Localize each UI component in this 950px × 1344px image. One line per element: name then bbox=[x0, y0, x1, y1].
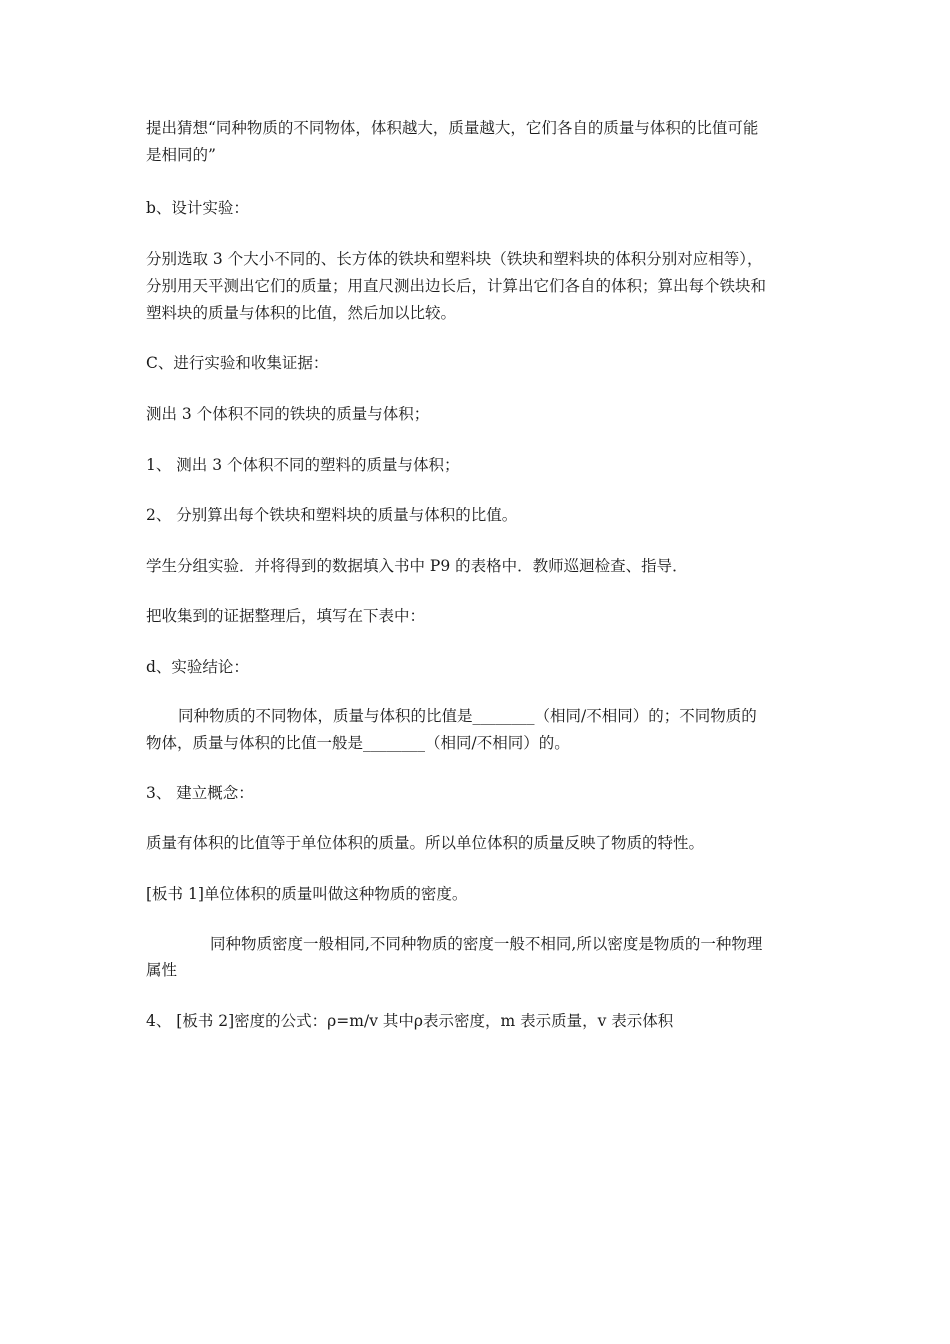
section-b-heading: b、设计实验： bbox=[146, 199, 249, 217]
board-note-1: [板书 1]单位体积的质量叫做这种物质的密度。 bbox=[146, 885, 468, 903]
density-formula-line: 4、 [板书 2]密度的公式：ρ=m/v 其中ρ表示密度，m 表示质量，v 表示体积 bbox=[146, 1012, 674, 1030]
step-3-concept: 3、 建立概念： bbox=[146, 784, 254, 802]
design-line-3: 塑料块的质量与体积的比值，然后加以比较。 bbox=[146, 304, 457, 322]
hypothesis-line-1: 提出猜想“同种物质的不同物体，体积越大，质量越大，它们各自的质量与体积的比值可能 bbox=[146, 119, 759, 137]
design-line-1: 分别选取 3 个大小不同的、长方体的铁块和塑料块（铁块和塑料块的体积分别对应相等）， bbox=[146, 250, 763, 268]
organize-evidence-line: 把收集到的证据整理后，填写在下表中： bbox=[146, 607, 426, 625]
step-1: 1、 测出 3 个体积不同的塑料的质量与体积； bbox=[146, 456, 460, 474]
section-d-heading: d、实验结论： bbox=[146, 658, 249, 676]
conclusion-line-2: 物体，质量与体积的比值一般是________（相同/不相同）的。 bbox=[146, 734, 570, 752]
group-experiment-line: 学生分组实验．并将得到的数据填入书中 P9 的表格中．教师巡迴检查、指导． bbox=[146, 557, 688, 575]
section-c-heading: C、进行实验和收集证据： bbox=[146, 354, 329, 372]
concept-line: 质量有体积的比值等于单位体积的质量。所以单位体积的质量反映了物质的特性。 bbox=[146, 834, 705, 852]
density-property-line-2: 属性 bbox=[146, 961, 178, 979]
conclusion-line-1: 同种物质的不同物体，质量与体积的比值是________（相同/不相同）的；不同物质的 bbox=[178, 707, 757, 725]
hypothesis-line-2: 是相同的” bbox=[146, 146, 216, 164]
step-2: 2、 分别算出每个铁块和塑料块的质量与体积的比值。 bbox=[146, 506, 518, 524]
density-property-line-1: 同种物质密度一般相同,不同种物质的密度一般不相同,所以密度是物质的一种物理 bbox=[210, 935, 763, 953]
step-iron-measure: 测出 3 个体积不同的铁块的质量与体积； bbox=[146, 405, 430, 423]
design-line-2: 分别用天平测出它们的质量；用直尺测出边长后，计算出它们各自的体积；算出每个铁块和 bbox=[146, 277, 767, 295]
